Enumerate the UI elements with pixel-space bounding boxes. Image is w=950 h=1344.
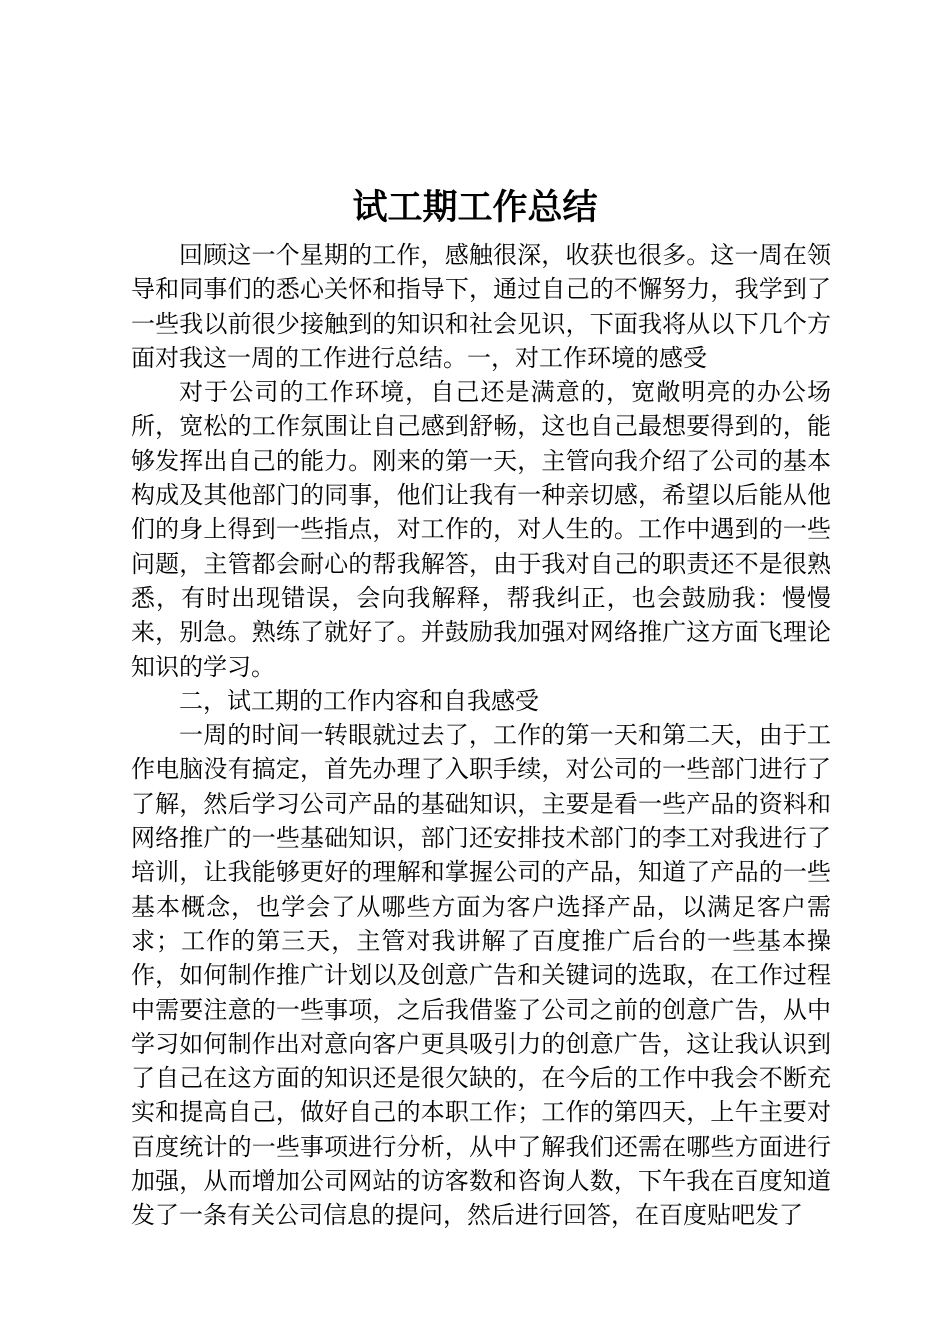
document-body — [131, 238, 831, 1233]
paragraph-weekly-tasks: 一周的时间一转眼就过去了，工作的第一天和第二天，由于工作电脑没有搞定，首先办理了入职手续，对公司的一些部门进行了了解，然后学习公司产品的基础知识，主要是看一些产品的资料和网络推广的一些基础知识，部门还安排技术部门的李工对我进行了培训，让我能够更好的理解和掌握公司的产品，知道了产品的一些基本概念，也学会了从哪些方面为客户选择产品，以满足客户需求；工作的第三天，主管对我讲解了百度推广后台的一些基本操作，如何制作推广计划以及创意广告和关键词的选取，在工作过程中需要注意的一些事项，之后我借鉴了公司之前的创意广告，从中学习如何制作出对意向客户更具吸引力的创意广告，这让我认识到了自己在这方面的知识还是很欠缺的，在今后的工作中我会不断充实和提高自己，做好自己的本职工作；工作的第四天，上午主要对百度统计的一些事项进行分析，从中了解我们还需在哪些方面进行加强，从而增加公司网站的访客数和咨询人数，下午我在百度知道发了一条有关公司信息的提问，然后进行回答，在百度贴吧发了 — [131, 721, 831, 1230]
section-heading-probation-work: 二，试工期的工作内容和自我感受 — [179, 686, 539, 715]
paragraph-work-environment: 对于公司的工作环境，自己还是满意的，宽敞明亮的办公场所，宽松的工作氛围让自己感到舒畅，这也自己最想要得到的，能够发挥出自己的能力。刚来的第一天，主管向我介绍了公司的基本构成及其他部门的同事，他们让我有一种亲切感，希望以后能从他们的身上得到一些指点，对工作的，对人生的。工作中遇到的一些问题，主管都会耐心的帮我解答，由于我对自己的职责还不是很熟悉，有时出现错误，会向我解释，帮我纠正，也会鼓励我：慢慢来，别急。熟练了就好了。并鼓励我加强对网络推广这方面飞理论知识的学习。 — [131, 378, 831, 681]
paragraph-review: 回顾这一个星期的工作，感触很深，收获也很多。这一周在领导和同事们的悉心关怀和指导下，通过自己的不懈努力，我学到了一些我以前很少接触到的知识和社会见识，下面我将从以下几个方面对我这一周的工作进行总结。一，对工作环境的感受 — [131, 241, 831, 372]
document-title: 试工期工作总结 — [352, 187, 598, 228]
